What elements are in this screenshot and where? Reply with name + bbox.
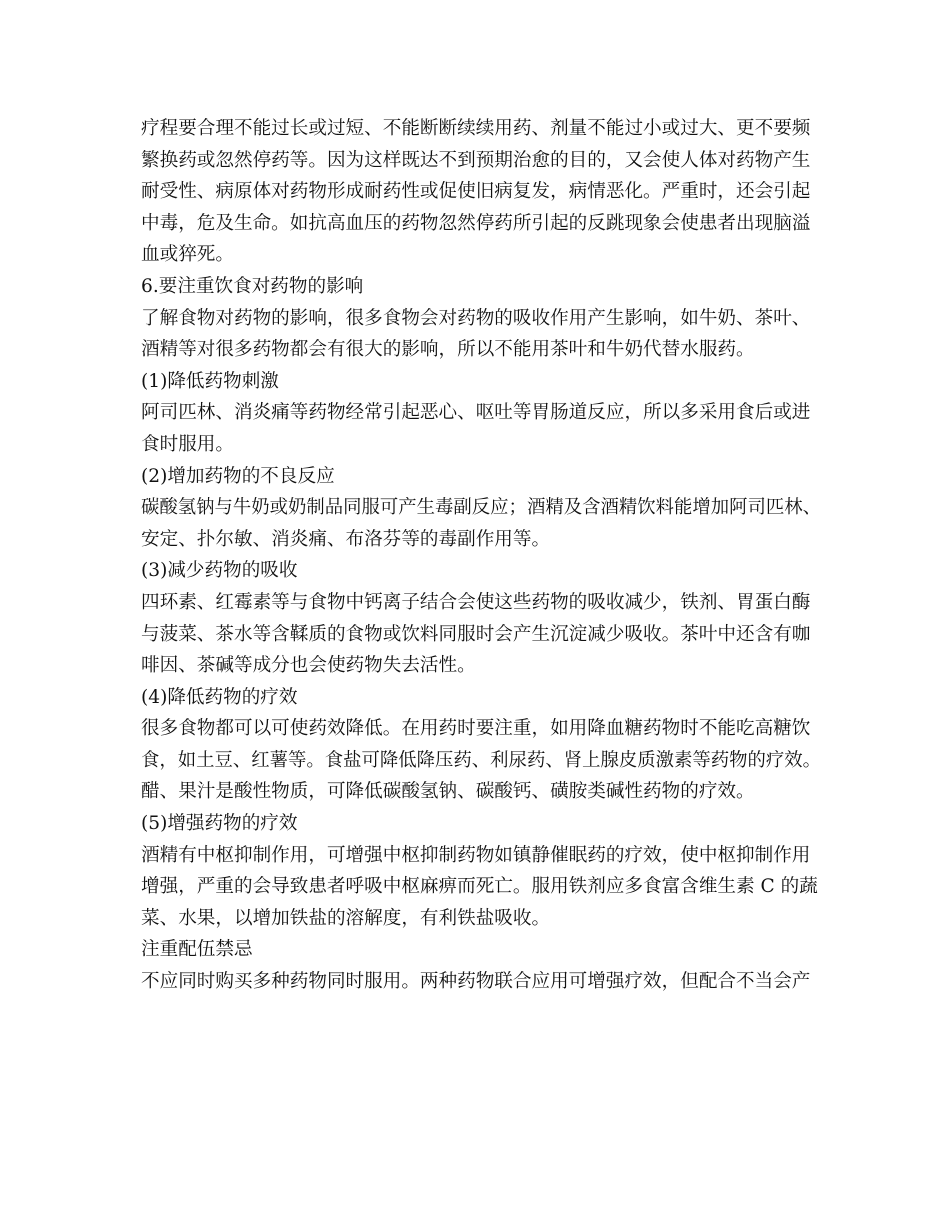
paragraph-line: 碳酸氢钠与牛奶或奶制品同服可产生毒副反应；酒精及含酒精饮料能增加阿司匹林、	[141, 497, 822, 519]
paragraph-line: 血或猝死。	[141, 244, 234, 266]
paragraph-line: 酒精有中枢抑制作用，可增强中枢抑制药物如镇静催眠药的疗效，使中枢抑制作用	[141, 844, 811, 866]
paragraph-line: 醋、果汁是酸性物质，可降低碳酸氢钠、碳酸钙、磺胺类碱性药物的疗效。	[141, 781, 755, 803]
paragraph-line: 菜、水果，以增加铁盐的溶解度，有利铁盐吸收。	[141, 907, 551, 929]
subsection-heading: (5)增强药物的疗效	[141, 813, 298, 835]
paragraph-line: 很多食物都可以可使药效降低。在用药时要注重，如用降血糖药物时不能吃高糖饮	[141, 718, 811, 740]
paragraph-line: 增强，严重的会导致患者呼吸中枢麻痹而死亡。服用铁剂应多食富含维生素 C 的蔬	[141, 876, 818, 898]
paragraph-line: 啡因、茶碱等成分也会使药物失去活性。	[141, 655, 476, 677]
paragraph-line: 繁换药或忽然停药等。因为这样既达不到预期治愈的目的，又会使人体对药物产生	[141, 149, 811, 171]
paragraph-line: 阿司匹林、消炎痛等药物经常引起恶心、呕吐等胃肠道反应，所以多采用食后或进	[141, 402, 811, 424]
section-heading: 注重配伍禁忌	[141, 939, 253, 961]
paragraph-line: 食时服用。	[141, 433, 234, 455]
paragraph-line: 耐受性、病原体对药物形成耐药性或促使旧病复发，病情恶化。严重时，还会引起	[141, 181, 811, 203]
subsection-heading: (3)减少药物的吸收	[141, 560, 298, 582]
subsection-heading: (4)降低药物的疗效	[141, 686, 298, 708]
section-heading: 6.要注重饮食对药物的影响	[141, 275, 364, 297]
subsection-heading: (1)降低药物刺激	[141, 370, 279, 392]
subsection-heading: (2)增加药物的不良反应	[141, 465, 335, 487]
document-body	[141, 113, 821, 998]
paragraph-line: 酒精等对很多药物都会有很大的影响，所以不能用茶叶和牛奶代替水服药。	[141, 339, 755, 361]
paragraph-line: 了解食物对药物的影响，很多食物会对药物的吸收作用产生影响，如牛奶、茶叶、	[141, 307, 811, 329]
paragraph-line: 中毒，危及生命。如抗高血压的药物忽然停药所引起的反跳现象会使患者出现脑溢	[141, 212, 811, 234]
paragraph-line: 疗程要合理不能过长或过短、不能断断续续用药、剂量不能过小或过大、更不要频	[141, 118, 811, 139]
paragraph-line: 安定、扑尔敏、消炎痛、布洛芬等的毒副作用等。	[141, 528, 551, 550]
paragraph-line: 与菠菜、茶水等含鞣质的食物或饮料同服时会产生沉淀减少吸收。茶叶中还含有咖	[141, 623, 811, 645]
paragraph-line: 四环素、红霉素等与食物中钙离子结合会使这些药物的吸收减少，铁剂、胃蛋白酶	[141, 591, 811, 613]
paragraph-line: 食，如土豆、红薯等。食盐可降低降压药、利尿药、肾上腺皮质激素等药物的疗效。	[141, 749, 822, 771]
paragraph-line: 不应同时购买多种药物同时服用。两种药物联合应用可增强疗效，但配合不当会产	[141, 971, 811, 993]
